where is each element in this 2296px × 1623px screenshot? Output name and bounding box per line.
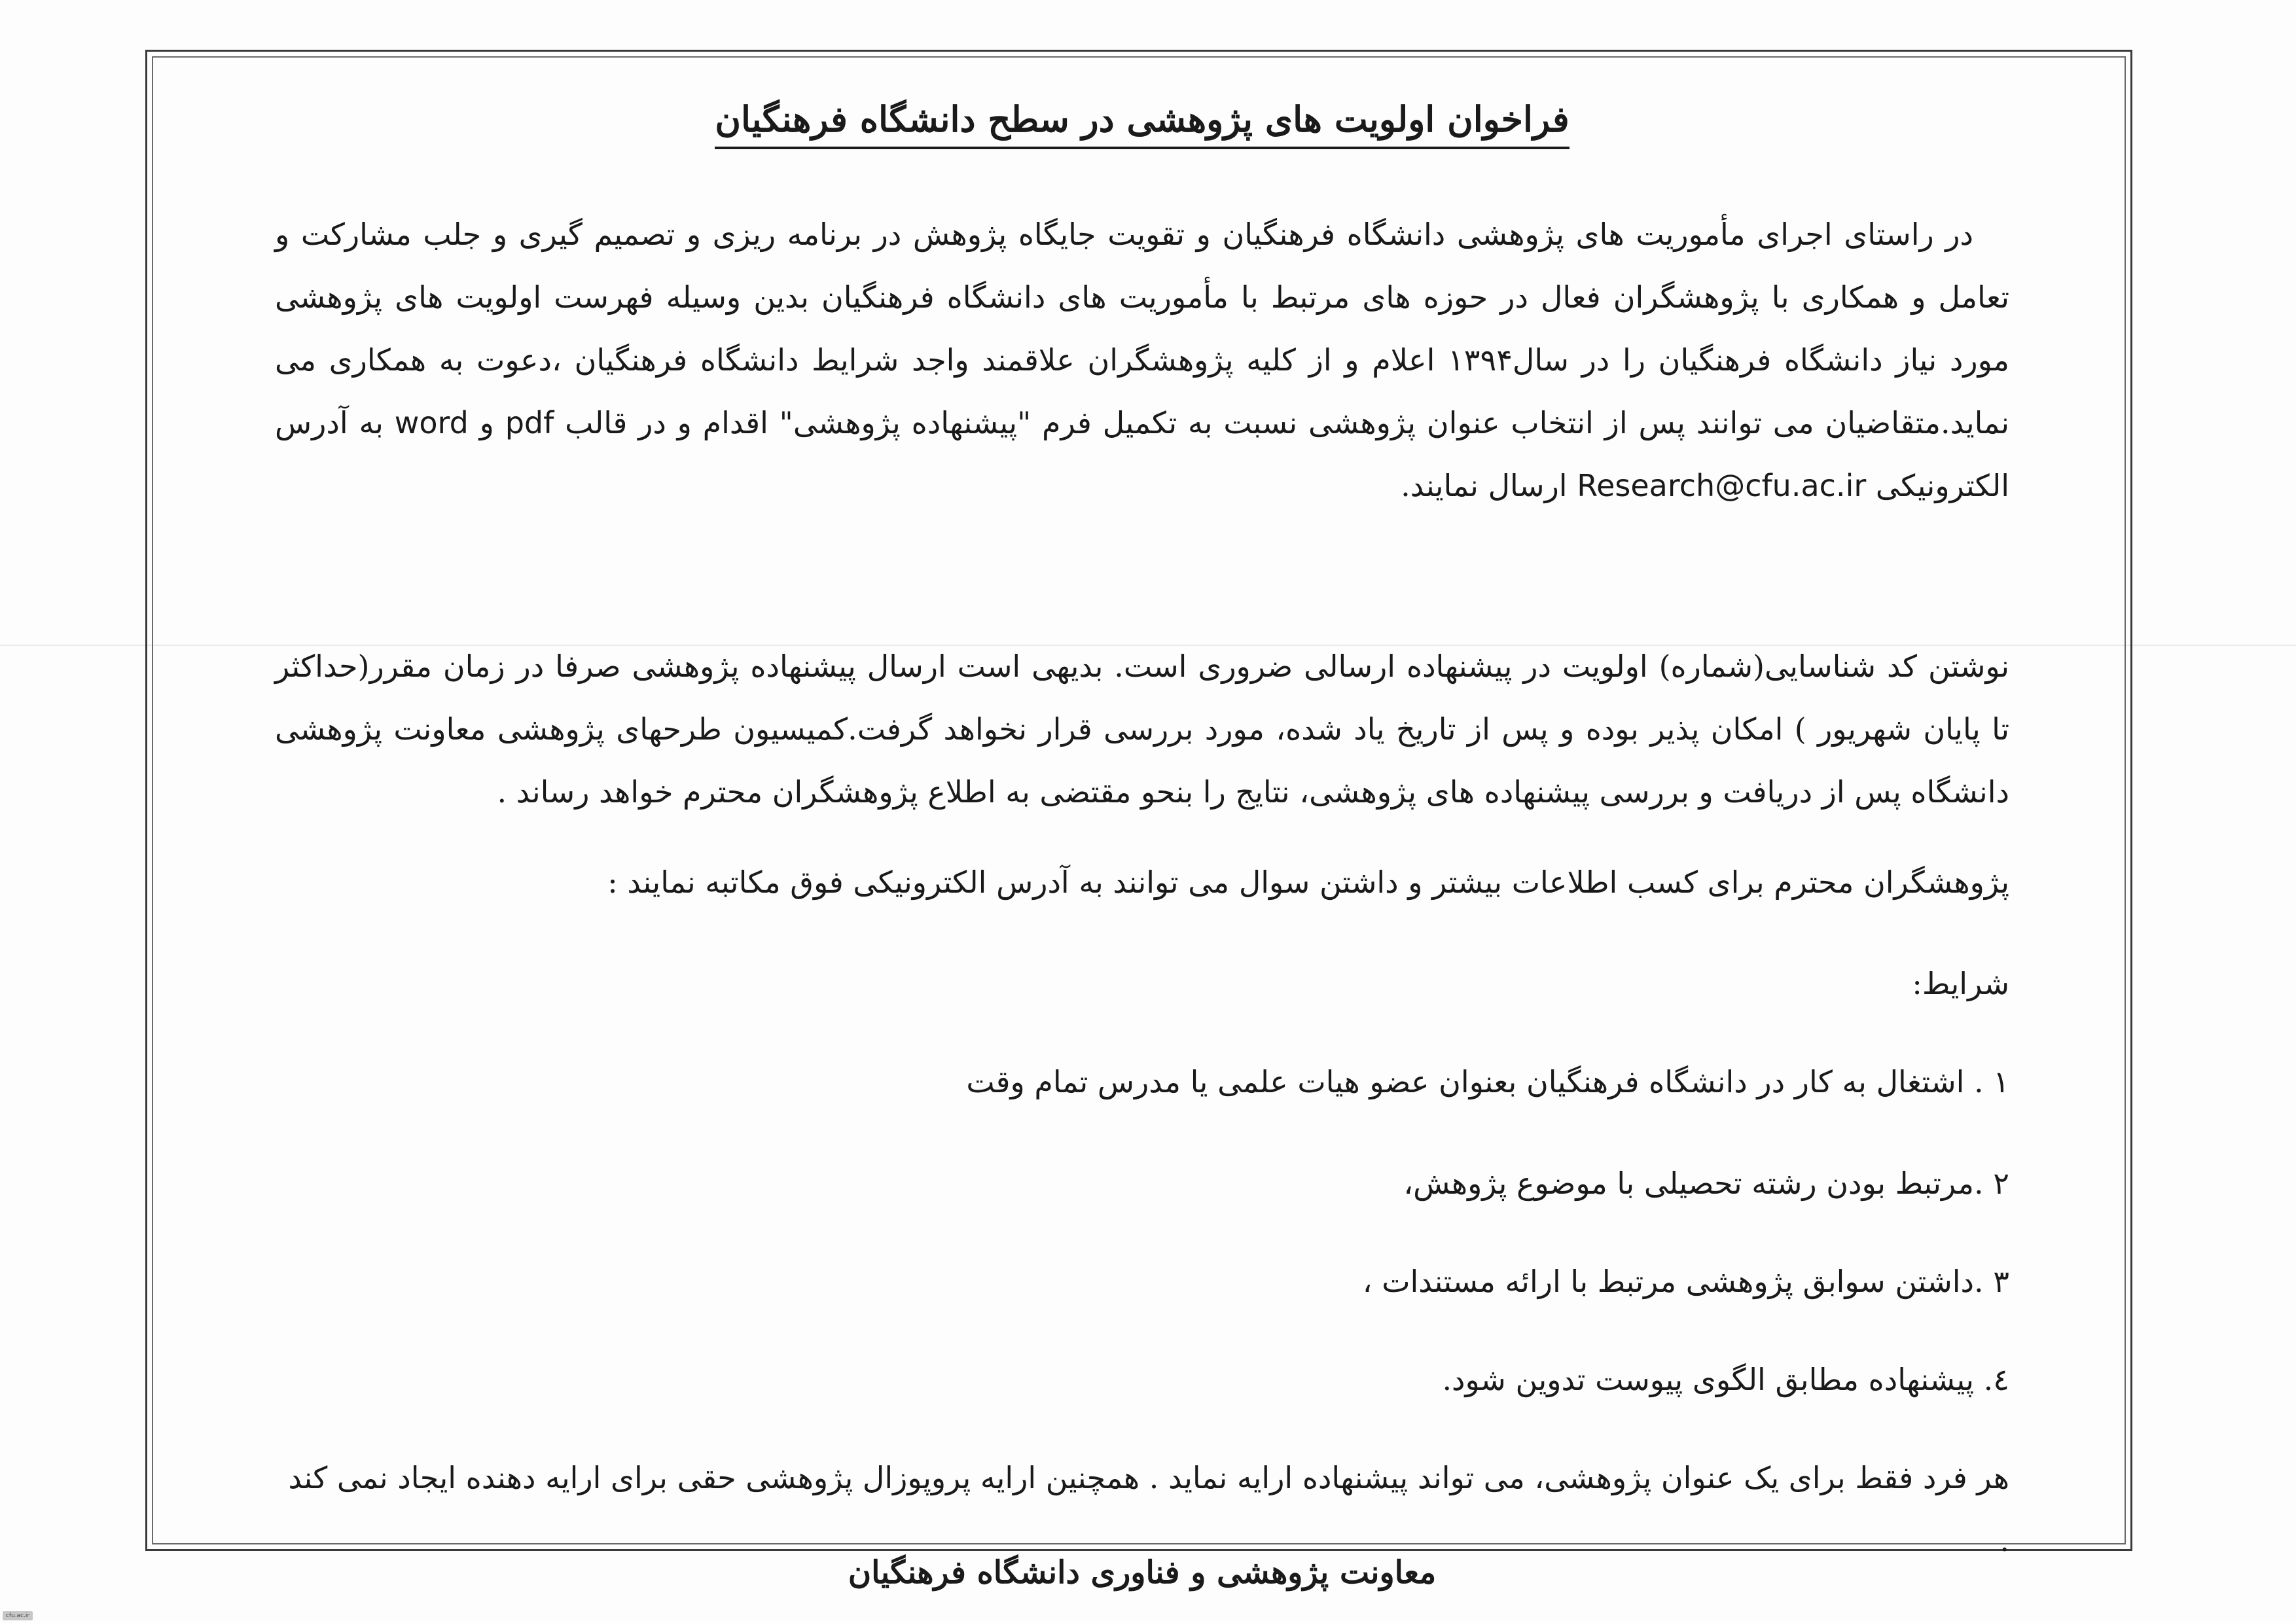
condition-item-4: ٤. پیشنهاده مطابق الگوی پیوست تدوین شود.	[1442, 1362, 2009, 1397]
corner-logo: cfu.ac.ir	[3, 1611, 33, 1620]
document-title	[275, 98, 2009, 140]
condition-item-1: ۱ . اشتغال به کار در دانشگاه فرهنگیان بعنوان عضو هیات علمی یا مدرس تمام وقت	[966, 1064, 2009, 1099]
document-title-text: فراخوان اولویت های پژوهشی در سطح دانشگاه فرهنگیان	[715, 98, 1569, 149]
intro-text-part1: در راستای اجرای مأموریت های پژوهشی دانشگاه فرهنگیان و تقویت جایگاه پژوهش در برنامه ریزی و تصمیم گیری و جلب مشارکت و تعامل و همکاری با پژوهشگران فعال در حوزه های مرتبط با مأموریت های دانشگاه فرهنگیان بدین وسیله فهرست اولویت های پژوهشی مورد نیاز دانشگاه فرهنگیان را در سال۱۳۹۴ اعلام و از کلیه پژوهشگران علاقمند واجد شرایط دانشگاه فرهنگیان ،دعوت به همکاری می نماید.متقاضیان می توانند پس از انتخاب عنوان پژوهشی نسبت به تکمیل فرم "پیشنهاده پژوهشی" اقدام و در قالب	[275, 217, 2010, 440]
email-address: Research@cfu.ac.ir	[1577, 468, 1867, 503]
intro-text-part3: ارسال نمایند.	[1401, 468, 1568, 503]
intro-text-part2: به آدرس الکترونیکی	[275, 405, 2009, 503]
signature: معاونت پژوهشی و فناوری دانشگاه فرهنگیان	[848, 1554, 1437, 1591]
intro-paragraph	[275, 203, 2009, 517]
condition-item-2: ۲ .مرتبط بودن رشته تحصیلی با موضوع پژوهش،	[1403, 1166, 2009, 1201]
conditions-heading: شرایط:	[1912, 966, 2009, 1001]
condition-item-3: ۳ .داشتن سوابق پژوهشی مرتبط با ارائه مستندات ،	[1362, 1264, 2009, 1299]
contact-paragraph: پژوهشگران محترم برای کسب اطلاعات بیشتر و داشتن سوال می توانند به آدرس الکترونیکی فوق مکاتبه نمایند :	[607, 865, 2009, 900]
format-conjunction: و	[479, 405, 494, 440]
format-word: word	[394, 405, 469, 440]
final-note: هر فرد فقط برای یک عنوان پژوهشی، می تواند پیشنهاده ارایه نماید . همچنین ارایه پروپوزال پژوهشی حقی برای ارایه دهنده ایجاد نمی کند .	[288, 1460, 2009, 1558]
deadline-paragraph: نوشتن کد شناسایی(شماره) اولویت در پیشنهاده ارسالی ضروری است. بدیهی است ارسال پیشنهاده پژوهشی صرفا در زمان مقرر(حداکثر تا پایان شهریور ) امکان پذیر بوده و پس از تاریخ یاد شده، مورد بررسی قرار نخواهد گرفت.کمیسیون طرحهای پژوهشی معاونت پژوهشی دانشگاه پس از دریافت و بررسی پیشنهاده های پژوهشی، نتایج را بنحو مقتضی به اطلاع پژوهشگران محترم خواهد رساند .	[275, 649, 2009, 810]
format-pdf: pdf	[505, 405, 554, 440]
